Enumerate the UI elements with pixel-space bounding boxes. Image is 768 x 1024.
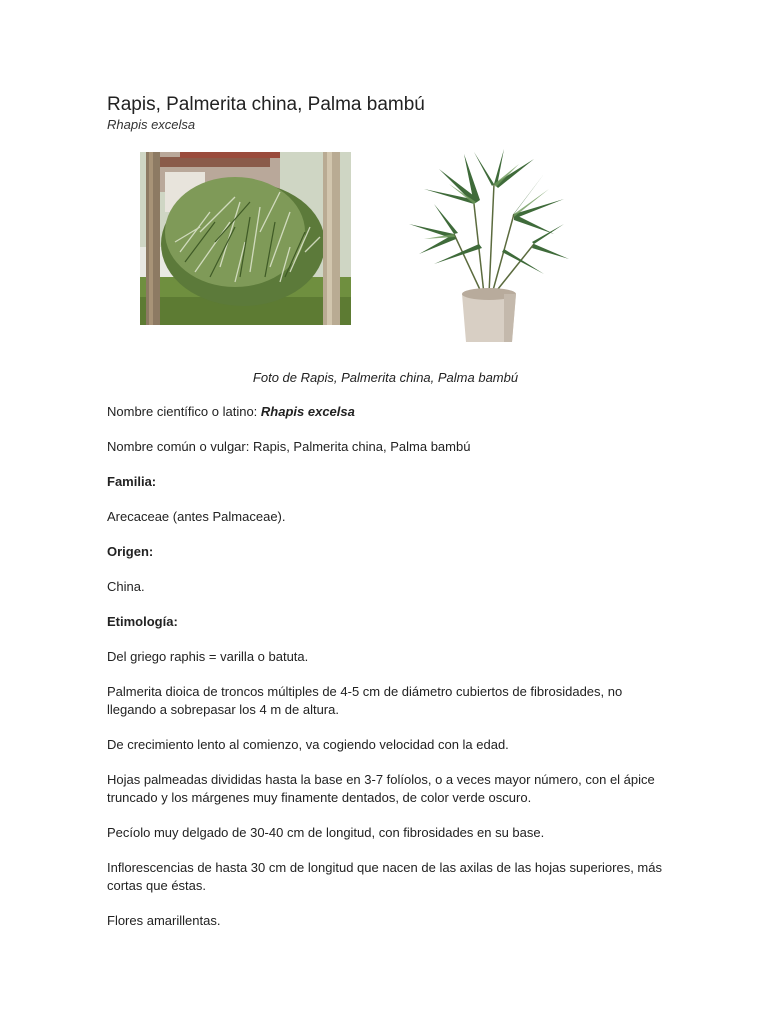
etimologia-heading: Etimología: bbox=[107, 614, 178, 629]
description-paragraph: De crecimiento lento al comienzo, va cogiendo velocidad con la edad. bbox=[107, 737, 509, 752]
description-paragraph: Palmerita dioica de troncos múltiples de 4-5 cm de diámetro cubiertos de fibrosidades, no llegando a sobrepasar los 4 m de altura. bbox=[107, 684, 623, 717]
scientific-name-label: Nombre científico o latino: bbox=[107, 404, 261, 419]
scientific-subtitle: Rhapis excelsa bbox=[107, 117, 196, 132]
photo-row bbox=[107, 144, 667, 344]
description-paragraph: Hojas palmeadas divididas hasta la base en 3-7 folíolos, o a veces mayor número, con el ápice truncado y los márgenes muy finamente dentados, de color verde oscuro. bbox=[107, 772, 655, 805]
potted-plant-photo bbox=[404, 144, 574, 344]
document-page bbox=[107, 93, 667, 930]
description-paragraph: Pecíolo muy delgado de 30-40 cm de longitud, con fibrosidades en su base. bbox=[107, 825, 545, 840]
page-title: Rapis, Palmerita china, Palma bambú bbox=[107, 94, 425, 115]
familia-heading: Familia: bbox=[107, 474, 157, 489]
origen-text: China. bbox=[107, 579, 145, 594]
origen-heading: Origen: bbox=[107, 544, 154, 559]
familia-text: Arecaceae (antes Palmaceae). bbox=[107, 509, 286, 524]
scientific-name-value: Rhapis excelsa bbox=[260, 404, 355, 419]
photo-caption: Foto de Rapis, Palmerita china, Palma bambú bbox=[252, 370, 519, 385]
common-name-line: Nombre común o vulgar: Rapis, Palmerita china, Palma bambú bbox=[107, 439, 471, 454]
scientific-name-line bbox=[107, 403, 667, 421]
description-paragraph: Inflorescencias de hasta 30 cm de longitud que nacen de las axilas de las hojas superiores, más cortas que éstas. bbox=[107, 860, 662, 893]
description-paragraph: Flores amarillentas. bbox=[107, 913, 221, 928]
etimologia-text: Del griego raphis = varilla o batuta. bbox=[107, 649, 309, 664]
garden-photo bbox=[140, 152, 351, 325]
